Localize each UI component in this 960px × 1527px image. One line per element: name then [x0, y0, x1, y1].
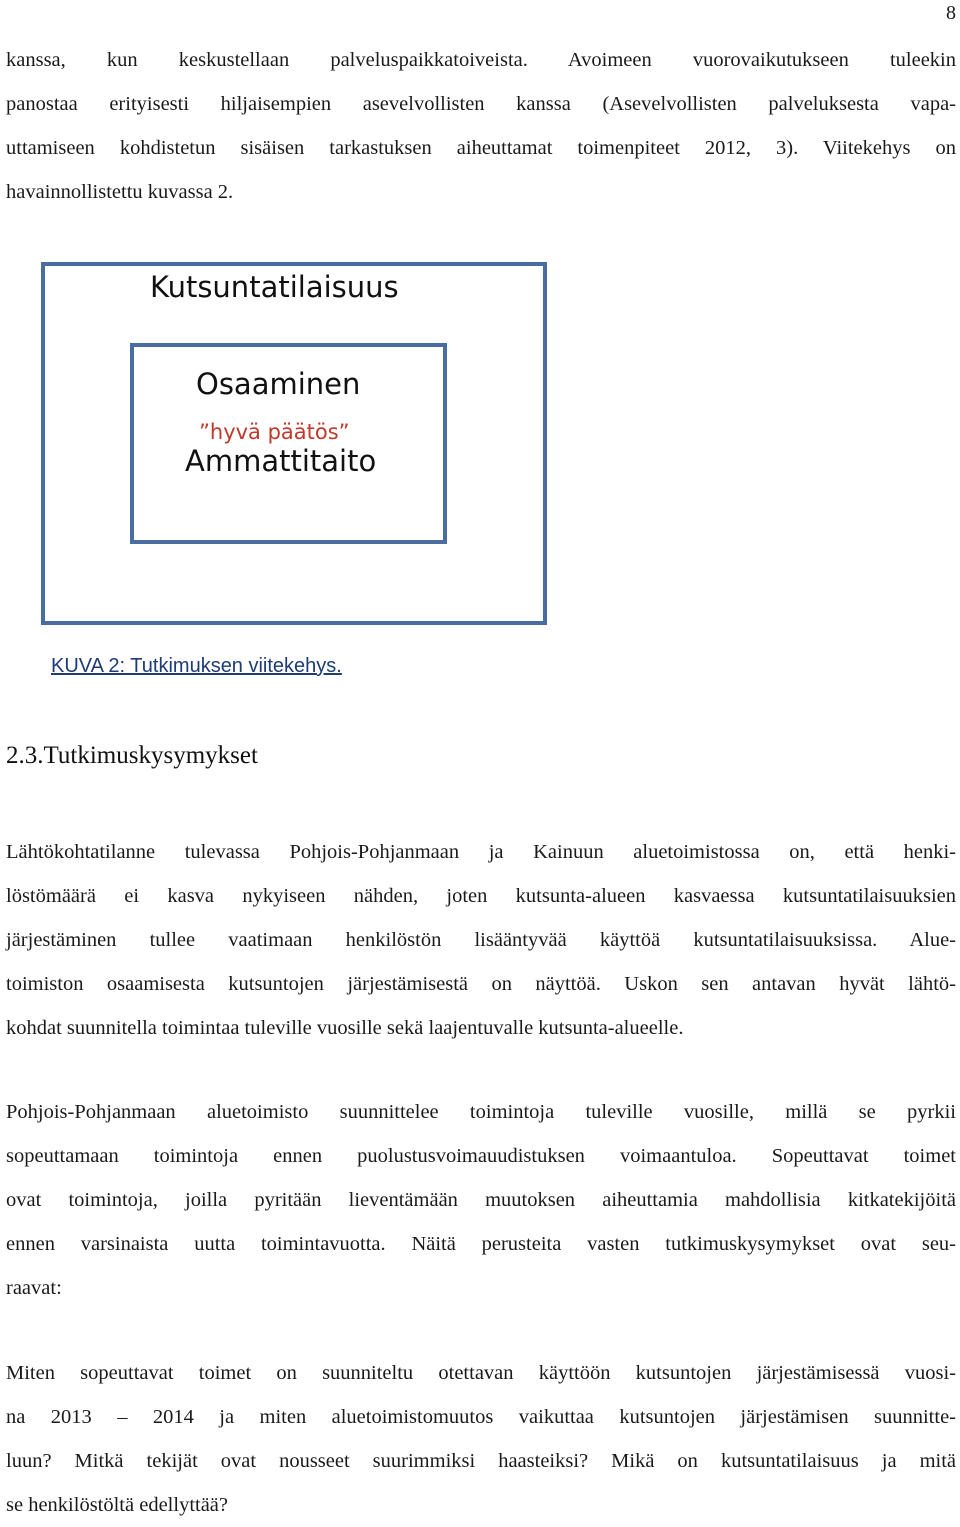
paragraph-line: ovat toimintoja, joilla pyritään lieventämään muutoksen aiheuttamia mahdollisia kitkatekijöitä: [6, 1189, 956, 1211]
section-heading: [6, 742, 258, 770]
body-paragraph: [6, 1090, 956, 1310]
intro-line: kanssa, kun keskustellaan palveluspaikkatoiveista. Avoimeen vuorovaikutukseen tuleekin: [6, 49, 956, 71]
paragraph-line: järjestäminen tullee vaatimaan henkilöstön lisääntyvää käyttöä kutsuntatilaisuuksissa. Alue-: [6, 929, 956, 951]
body-paragraph: [6, 830, 956, 1050]
framework-outer-label: Kutsuntatilaisuus: [150, 270, 399, 304]
paragraph-line: luun? Mitkä tekijät ovat nousseet suurimmiksi haasteiksi? Mikä on kutsuntatilaisuus ja mitä: [6, 1450, 956, 1472]
section-number: 2.3.: [6, 742, 44, 769]
intro-line: havainnollistettu kuvassa 2.: [6, 181, 234, 203]
paragraph-line: Pohjois-Pohjanmaan aluetoimisto suunnittelee toimintoja tuleville vuosille, millä se pyrkii: [6, 1101, 956, 1123]
figure-caption: KUVA 2: Tutkimuksen viitekehys.: [51, 655, 342, 677]
paragraph-line: sopeuttamaan toimintoja ennen puolustusvoimauudistuksen voimaantuloa. Sopeuttavat toimet: [6, 1145, 956, 1167]
intro-line: uttamiseen kohdistetun sisäisen tarkastuksen aiheuttamat toimenpiteet 2012, 3). Viitekehys on: [6, 137, 956, 159]
framework-quote-label: ”hyvä päätös”: [199, 420, 350, 444]
intro-paragraph: [6, 38, 956, 214]
paragraph-line: kohdat suunnitella toimintaa tuleville vuosille sekä laajentuvalle kutsunta-alueelle.: [6, 1017, 684, 1039]
paragraph-line: raavat:: [6, 1277, 62, 1299]
paragraph-line: se henkilöstöltä edellyttää?: [6, 1494, 229, 1516]
section-title: Tutkimuskysymykset: [43, 742, 258, 769]
page-number: 8: [946, 2, 956, 24]
paragraph-line: Lähtökohtatilanne tulevassa Pohjois-Pohjanmaan ja Kainuun aluetoimistossa on, että henki-: [6, 841, 956, 863]
paragraph-line: na 2013 – 2014 ja miten aluetoimistomuutos vaikuttaa kutsuntojen järjestämisen suunnitte-: [6, 1406, 956, 1428]
paragraph-line: löstömäärä ei kasva nykyiseen nähden, joten kutsunta-alueen kasvaessa kutsuntatilaisuuksien: [6, 885, 956, 907]
framework-inner-label: Osaaminen: [196, 367, 361, 401]
intro-line: panostaa erityisesti hiljaisempien asevelvollisten kanssa (Asevelvollisten palveluksesta vapa-: [6, 93, 956, 115]
framework-inner-sublabel: Ammattitaito: [185, 444, 377, 478]
paragraph-line: Miten sopeuttavat toimet on suunniteltu otettavan käyttöön kutsuntojen järjestämisessä vuosi-: [6, 1362, 956, 1384]
body-paragraph: [6, 1351, 956, 1527]
paragraph-line: toimiston osaamisesta kutsuntojen järjestämisestä on näyttöä. Uskon sen antavan hyvät lähtö-: [6, 973, 956, 995]
paragraph-line: ennen varsinaista uutta toimintavuotta. Näitä perusteita vasten tutkimuskysymykset ovat seu-: [6, 1233, 956, 1255]
